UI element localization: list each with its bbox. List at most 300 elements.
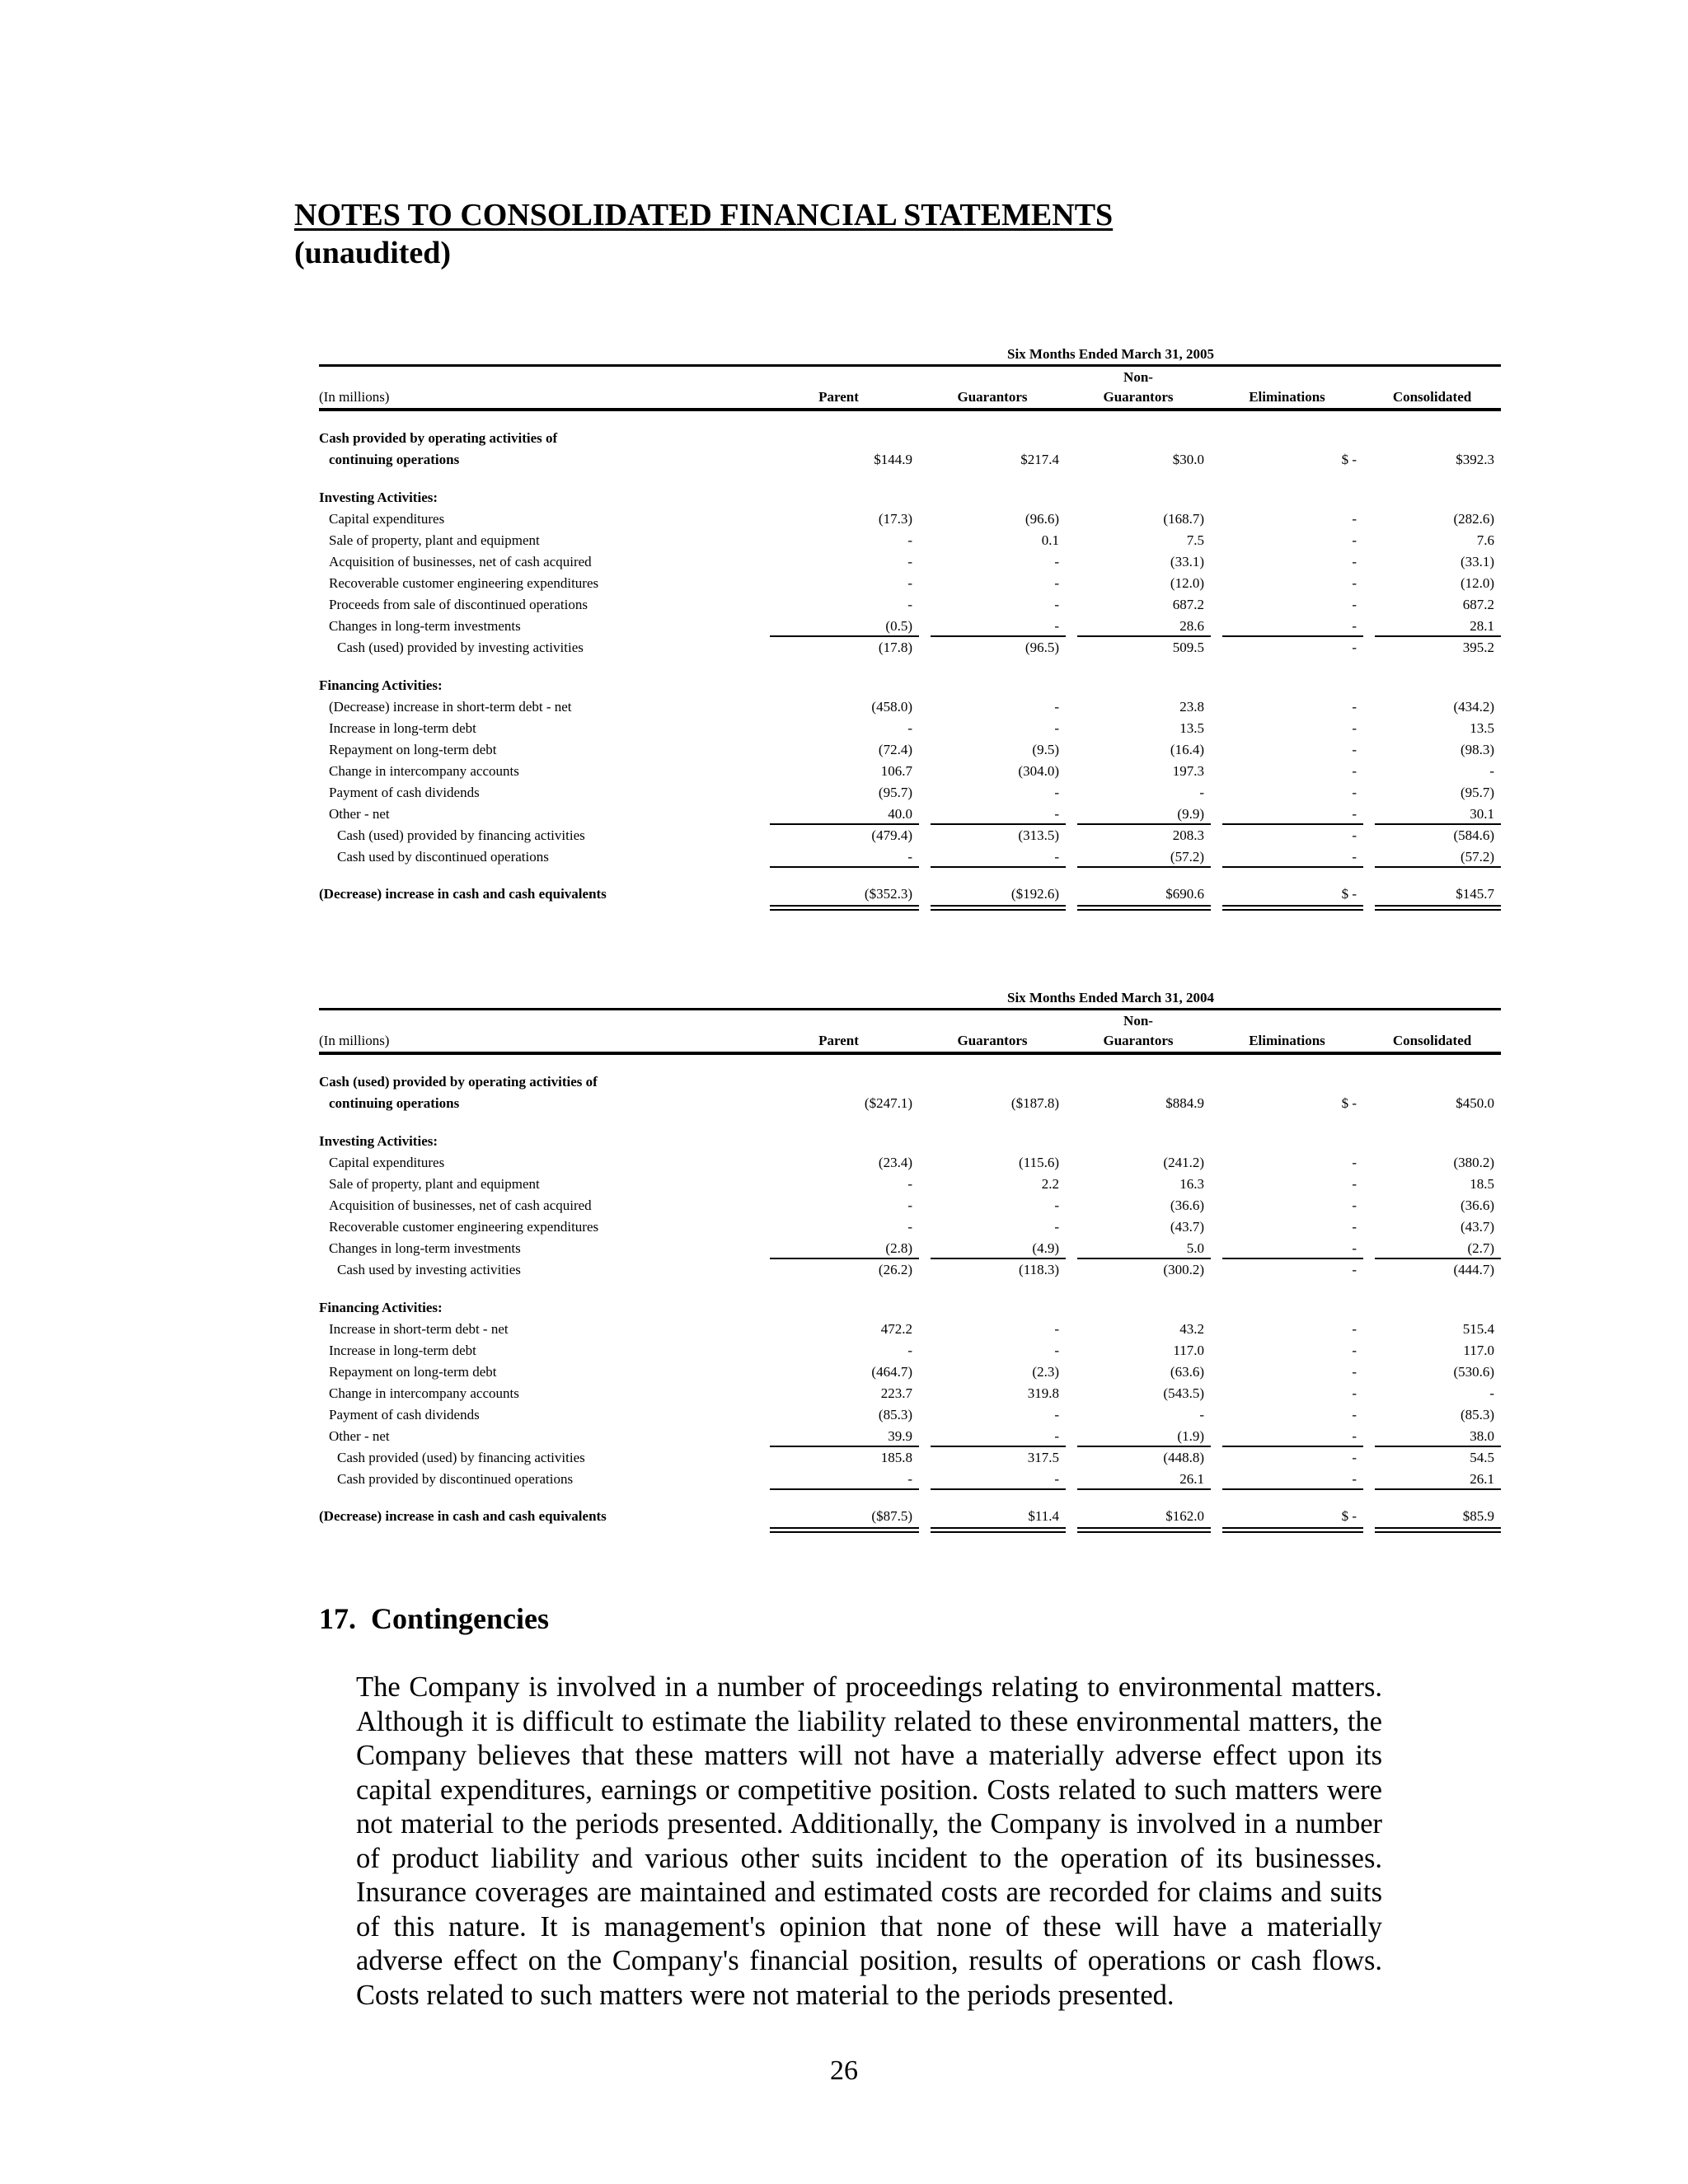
value-cell: (168.7) — [1163, 511, 1204, 527]
value-cell: - — [1489, 763, 1495, 779]
value-cell: - — [1352, 554, 1357, 569]
section-label: Financing Activities: — [319, 1300, 443, 1315]
value-cell: 23.8 — [1179, 699, 1204, 715]
spacer-cell — [319, 1053, 1501, 1071]
spacer-row — [319, 1114, 1501, 1131]
row-label: Increase in short-term debt - net — [329, 1321, 509, 1337]
row-label: Sale of property, plant and equipment — [329, 532, 540, 548]
value-cell: (23.4) — [878, 1155, 912, 1170]
cash-flow-table-2005 — [319, 344, 1501, 911]
value-cell: - — [907, 1197, 912, 1213]
value-cell: - — [1054, 785, 1059, 800]
table-row — [319, 1195, 1501, 1216]
value-cell: - — [1352, 1321, 1357, 1337]
row-label: Capital expenditures — [329, 511, 445, 527]
value-cell: 2.2 — [1041, 1176, 1059, 1192]
value-cell: (12.0) — [1170, 575, 1204, 591]
row-label: Acquisition of businesses, net of cash acquired — [329, 1197, 592, 1213]
empty-cell — [319, 1010, 758, 1031]
empty-cell — [1211, 1010, 1363, 1031]
value-cell: 687.2 — [1462, 597, 1495, 612]
empty-cell — [758, 1010, 919, 1031]
row-label: Cash (used) provided by financing activities — [337, 827, 585, 843]
value-cell: 54.5 — [1470, 1450, 1495, 1465]
table-row — [319, 1383, 1501, 1404]
spacer-cell — [319, 868, 1501, 884]
empty-cell — [1363, 366, 1501, 387]
value-cell: $144.9 — [874, 452, 912, 467]
value-cell: - — [1352, 1343, 1357, 1358]
financing-heading-row — [319, 1297, 1501, 1319]
value-cell: - — [1211, 616, 1363, 637]
value-cell: (282.6) — [1453, 511, 1495, 527]
value-cell: - — [1352, 1262, 1357, 1277]
operating-label: continuing operations — [329, 1095, 460, 1111]
value-cell: ($192.6) — [919, 884, 1066, 911]
value-cell: (16.4) — [1170, 742, 1204, 757]
row-label: (Decrease) increase in cash and cash equivalents — [319, 1508, 607, 1524]
value-cell: (43.7) — [1170, 1219, 1204, 1235]
value-cell: $217.4 — [1020, 452, 1059, 467]
value-cell: 117.0 — [1463, 1343, 1495, 1358]
value-cell: 185.8 — [880, 1450, 912, 1465]
row-label: Cash used by investing activities — [337, 1262, 521, 1277]
value-cell: - — [1352, 511, 1357, 527]
value-cell: (2.3) — [1032, 1364, 1059, 1380]
column-header-row — [319, 387, 1501, 410]
spacer-row — [319, 471, 1501, 487]
column-header: Eliminations — [1211, 387, 1363, 410]
value-cell: 395.2 — [1462, 640, 1495, 655]
value-cell: $162.0 — [1066, 1507, 1211, 1533]
financing-heading-row — [319, 675, 1501, 696]
operating-row-line2 — [319, 1093, 1501, 1114]
row-label: Payment of cash dividends — [329, 1407, 480, 1422]
spacer-cell — [319, 410, 1501, 428]
period-header-row — [319, 988, 1501, 1010]
row-label: (Decrease) increase in short-term debt - net — [329, 699, 572, 715]
column-header: Guarantors — [919, 387, 1066, 410]
value-cell: - — [919, 1426, 1066, 1447]
spacer-cell — [319, 1490, 1501, 1507]
value-cell: (33.1) — [1460, 554, 1495, 569]
value-cell: - — [1054, 597, 1059, 612]
value-cell: (98.3) — [1460, 742, 1495, 757]
value-cell: $ - — [1341, 452, 1357, 467]
row-label: Increase in long-term debt — [329, 720, 476, 736]
value-cell: - — [1352, 827, 1357, 843]
value-cell: $85.9 — [1363, 1507, 1501, 1533]
table-row — [319, 1361, 1501, 1383]
empty-cell — [758, 366, 919, 387]
value-cell: 13.5 — [1470, 720, 1495, 736]
value-cell: (96.5) — [1025, 640, 1059, 655]
table-row — [319, 739, 1501, 761]
empty-cell — [1363, 1010, 1501, 1031]
table-row — [319, 825, 1501, 846]
value-cell: - — [758, 846, 919, 868]
page-number: 26 — [830, 2055, 858, 2086]
table-row — [319, 594, 1501, 616]
value-cell: 515.4 — [1462, 1321, 1495, 1337]
value-cell: (304.0) — [1018, 763, 1059, 779]
value-cell: - — [907, 1219, 912, 1235]
table-row — [319, 1319, 1501, 1340]
value-cell: - — [1054, 720, 1059, 736]
value-cell: - — [907, 532, 912, 548]
value-cell: - — [1352, 1176, 1357, 1192]
value-cell: - — [1352, 1155, 1357, 1170]
value-cell: (36.6) — [1170, 1197, 1204, 1213]
operating-label: continuing operations — [329, 452, 460, 467]
table-row — [319, 1216, 1501, 1238]
value-cell: - — [1054, 1321, 1059, 1337]
value-cell: 26.1 — [1066, 1469, 1211, 1490]
row-label: Recoverable customer engineering expenditures — [329, 575, 599, 591]
value-cell: - — [907, 554, 912, 569]
value-cell: 39.9 — [758, 1426, 919, 1447]
value-cell: (57.2) — [1066, 846, 1211, 868]
investing-heading-row — [319, 1131, 1501, 1152]
section-label: Investing Activities: — [319, 490, 438, 505]
value-cell: (444.7) — [1453, 1262, 1495, 1277]
row-label: Proceeds from sale of discontinued operations — [329, 597, 588, 612]
value-cell: 0.1 — [1041, 532, 1059, 548]
value-cell: - — [919, 804, 1066, 825]
table-row — [319, 804, 1501, 825]
value-cell: (95.7) — [878, 785, 912, 800]
row-label: Acquisition of businesses, net of cash acquired — [329, 554, 592, 569]
value-cell: $884.9 — [1165, 1095, 1204, 1111]
value-cell: - — [907, 1176, 912, 1192]
value-cell: $ - — [1211, 884, 1363, 911]
table-row — [319, 573, 1501, 594]
value-cell: (300.2) — [1163, 1262, 1204, 1277]
value-cell: 687.2 — [1172, 597, 1204, 612]
column-header: Consolidated — [1363, 1030, 1501, 1053]
row-label: Repayment on long-term debt — [329, 742, 497, 757]
value-cell: $450.0 — [1456, 1095, 1495, 1111]
units-label: (In millions) — [319, 1030, 758, 1053]
value-cell: - — [1352, 1450, 1357, 1465]
cash-flow-table-2004 — [319, 988, 1501, 1533]
value-cell: - — [1489, 1385, 1495, 1401]
operating-row-line1 — [319, 1071, 1501, 1093]
period-header-row — [319, 344, 1501, 366]
units-label: (In millions) — [319, 387, 758, 410]
row-label: Recoverable customer engineering expenditures — [329, 1219, 599, 1235]
value-cell: - — [907, 1343, 912, 1358]
value-cell: - — [1352, 763, 1357, 779]
value-cell: - — [1054, 1343, 1059, 1358]
value-cell: - — [1054, 1219, 1059, 1235]
period-label: Six Months Ended March 31, 2005 — [319, 344, 1501, 366]
row-label: Cash used by discontinued operations — [337, 849, 549, 865]
value-cell: 7.5 — [1186, 532, 1204, 548]
table-row — [319, 696, 1501, 718]
value-cell: - — [1211, 1238, 1363, 1259]
value-cell: - — [1352, 785, 1357, 800]
value-cell: (0.5) — [758, 616, 919, 637]
table-row — [319, 616, 1501, 637]
empty-cell — [319, 366, 758, 387]
value-cell: - — [907, 597, 912, 612]
value-cell: 106.7 — [880, 763, 912, 779]
operating-row-line2 — [319, 449, 1501, 471]
value-cell: - — [1199, 1407, 1204, 1422]
value-cell: (95.7) — [1460, 785, 1495, 800]
value-cell: (584.6) — [1453, 827, 1495, 843]
value-cell: - — [919, 616, 1066, 637]
table-row — [319, 1340, 1501, 1361]
row-label: Other - net — [329, 806, 390, 822]
value-cell: - — [907, 575, 912, 591]
value-cell: - — [1054, 1407, 1059, 1422]
table-row — [319, 530, 1501, 551]
value-cell: 319.8 — [1027, 1385, 1059, 1401]
value-cell: 28.6 — [1066, 616, 1211, 637]
row-label: Change in intercompany accounts — [329, 763, 519, 779]
value-cell: (9.5) — [1032, 742, 1059, 757]
value-cell: (448.8) — [1163, 1450, 1204, 1465]
spacer-row — [319, 658, 1501, 675]
value-cell: 5.0 — [1066, 1238, 1211, 1259]
table-row — [319, 884, 1501, 911]
value-cell: 197.3 — [1172, 763, 1204, 779]
row-label: Capital expenditures — [329, 1155, 445, 1170]
value-cell: (543.5) — [1163, 1385, 1204, 1401]
section-label: Investing Activities: — [319, 1133, 438, 1149]
row-label: Repayment on long-term debt — [329, 1364, 497, 1380]
table-row — [319, 846, 1501, 868]
table-row — [319, 1447, 1501, 1469]
value-cell: (9.9) — [1066, 804, 1211, 825]
value-cell: (96.6) — [1025, 511, 1059, 527]
value-cell: ($187.8) — [1010, 1095, 1059, 1111]
table-row — [319, 718, 1501, 739]
value-cell: (1.9) — [1066, 1426, 1211, 1447]
table-row — [319, 551, 1501, 573]
value-cell: ($247.1) — [864, 1095, 912, 1111]
value-cell: (33.1) — [1170, 554, 1204, 569]
value-cell: (72.4) — [878, 742, 912, 757]
row-label: Sale of property, plant and equipment — [329, 1176, 540, 1192]
section-title: Contingencies — [371, 1602, 549, 1635]
value-cell: 30.1 — [1363, 804, 1501, 825]
value-cell: - — [1352, 699, 1357, 715]
value-cell: 26.1 — [1363, 1469, 1501, 1490]
table-row — [319, 1426, 1501, 1447]
value-cell: $30.0 — [1172, 452, 1204, 467]
row-label: Increase in long-term debt — [329, 1343, 476, 1358]
value-cell: (458.0) — [871, 699, 912, 715]
value-cell: (12.0) — [1460, 575, 1495, 591]
spacer-row — [319, 1053, 1501, 1071]
empty-cell — [919, 366, 1066, 387]
value-cell: (17.3) — [878, 511, 912, 527]
value-cell: - — [1352, 1385, 1357, 1401]
value-cell: (2.8) — [758, 1238, 919, 1259]
spacer-cell — [319, 658, 1501, 675]
value-cell: (380.2) — [1453, 1155, 1495, 1170]
value-cell: (530.6) — [1453, 1364, 1495, 1380]
value-cell: - — [1054, 1197, 1059, 1213]
non-prefix-row — [319, 366, 1501, 387]
value-cell: - — [1352, 575, 1357, 591]
column-header: Guarantors — [919, 1030, 1066, 1053]
row-label: Payment of cash dividends — [329, 785, 480, 800]
value-cell: 13.5 — [1179, 720, 1204, 736]
value-cell: (313.5) — [1018, 827, 1059, 843]
value-cell: ($87.5) — [758, 1507, 919, 1533]
section-number: 17. — [319, 1602, 356, 1635]
table-row — [319, 509, 1501, 530]
value-cell: - — [919, 1469, 1066, 1490]
value-cell: 28.1 — [1363, 616, 1501, 637]
row-label: (Decrease) increase in cash and cash equivalents — [319, 886, 607, 902]
value-cell: - — [1211, 804, 1363, 825]
value-cell: (118.3) — [1019, 1262, 1059, 1277]
table-row — [319, 782, 1501, 804]
value-cell: 38.0 — [1363, 1426, 1501, 1447]
row-label: Changes in long-term investments — [329, 1240, 521, 1256]
value-cell: 18.5 — [1470, 1176, 1495, 1192]
value-cell: (2.7) — [1363, 1238, 1501, 1259]
empty-cell — [919, 1010, 1066, 1031]
value-cell: 117.0 — [1173, 1343, 1204, 1358]
table-row — [319, 1259, 1501, 1281]
value-cell: - — [1352, 742, 1357, 757]
value-cell: - — [1211, 1426, 1363, 1447]
spacer-row — [319, 1490, 1501, 1507]
spacer-row — [319, 868, 1501, 884]
non-prefix-label: Non- — [1123, 369, 1153, 385]
value-cell: (479.4) — [871, 827, 912, 843]
row-label: Changes in long-term investments — [329, 618, 521, 634]
value-cell: - — [1352, 1407, 1357, 1422]
value-cell: 472.2 — [880, 1321, 912, 1337]
value-cell: - — [1352, 640, 1357, 655]
column-header-row — [319, 1030, 1501, 1053]
value-cell: $145.7 — [1363, 884, 1501, 911]
value-cell: - — [919, 846, 1066, 868]
table-row — [319, 1174, 1501, 1195]
column-header: Parent — [758, 1030, 919, 1053]
value-cell: (434.2) — [1453, 699, 1495, 715]
value-cell: 509.5 — [1172, 640, 1204, 655]
non-prefix-row — [319, 1010, 1501, 1031]
value-cell: 7.6 — [1476, 532, 1495, 548]
value-cell: - — [1211, 1469, 1363, 1490]
column-header: Eliminations — [1211, 1030, 1363, 1053]
table-row — [319, 1469, 1501, 1490]
value-cell: (115.6) — [1019, 1155, 1059, 1170]
spacer-cell — [319, 471, 1501, 487]
value-cell: - — [1352, 1219, 1357, 1235]
value-cell: $ - — [1211, 1507, 1363, 1533]
value-cell: (464.7) — [871, 1364, 912, 1380]
row-label: Cash provided (used) by financing activities — [337, 1450, 585, 1465]
value-cell: - — [1211, 846, 1363, 868]
table-row — [319, 761, 1501, 782]
value-cell: 16.3 — [1179, 1176, 1204, 1192]
row-label: Cash provided by discontinued operations — [337, 1471, 574, 1487]
value-cell: - — [1054, 699, 1059, 715]
value-cell: $392.3 — [1456, 452, 1495, 467]
operating-label: Cash provided by operating activities of — [319, 430, 558, 446]
table-row — [319, 637, 1501, 658]
value-cell: - — [1054, 554, 1059, 569]
spacer-row — [319, 410, 1501, 428]
value-cell: - — [1352, 597, 1357, 612]
table-row — [319, 1507, 1501, 1533]
value-cell: (43.7) — [1460, 1219, 1495, 1235]
value-cell: 223.7 — [880, 1385, 912, 1401]
value-cell: 317.5 — [1027, 1450, 1059, 1465]
spacer-cell — [319, 1281, 1501, 1297]
page-title — [294, 196, 1113, 272]
value-cell: - — [1352, 532, 1357, 548]
value-cell: (63.6) — [1170, 1364, 1204, 1380]
value-cell: - — [1352, 1364, 1357, 1380]
value-cell: $ - — [1341, 1095, 1357, 1111]
table-row — [319, 1404, 1501, 1426]
column-header: Parent — [758, 387, 919, 410]
table-row — [319, 1238, 1501, 1259]
investing-heading-row — [319, 487, 1501, 509]
value-cell: - — [1352, 1197, 1357, 1213]
row-label: Change in intercompany accounts — [329, 1385, 519, 1401]
value-cell: $690.6 — [1066, 884, 1211, 911]
value-cell: - — [758, 1469, 919, 1490]
value-cell: - — [1352, 720, 1357, 736]
value-cell: (57.2) — [1363, 846, 1501, 868]
spacer-row — [319, 1281, 1501, 1297]
non-prefix-label: Non- — [1123, 1013, 1153, 1029]
column-header: Consolidated — [1363, 387, 1501, 410]
value-cell: ($352.3) — [758, 884, 919, 911]
period-label: Six Months Ended March 31, 2004 — [319, 988, 1501, 1010]
value-cell: (85.3) — [1460, 1407, 1495, 1422]
row-label: Other - net — [329, 1428, 390, 1444]
operating-row-line1 — [319, 428, 1501, 449]
table-row — [319, 1152, 1501, 1174]
value-cell: (4.9) — [919, 1238, 1066, 1259]
value-cell: 40.0 — [758, 804, 919, 825]
value-cell: (36.6) — [1460, 1197, 1495, 1213]
spacer-cell — [319, 1114, 1501, 1131]
section-label: Financing Activities: — [319, 677, 443, 693]
value-cell: (17.8) — [878, 640, 912, 655]
value-cell: 208.3 — [1172, 827, 1204, 843]
row-label: Cash (used) provided by investing activities — [337, 640, 584, 655]
value-cell: (85.3) — [878, 1407, 912, 1422]
value-cell: (241.2) — [1163, 1155, 1204, 1170]
value-cell: - — [1199, 785, 1204, 800]
value-cell: - — [1054, 575, 1059, 591]
operating-label: Cash (used) provided by operating activities of — [319, 1074, 598, 1090]
value-cell: $11.4 — [919, 1507, 1066, 1533]
contingencies-paragraph: The Company is involved in a number of proceedings relating to environmental matters. Although it is difficult to estimate the liability related to these environmental matters, the Company believes that these matters will not have a materially adverse effect upon its capital expenditures, earnings or competitive position. Costs related to such matters were not material to the periods presented. Additionally, the Company is involved in a number of product liability and various other suits incident to the operation of its businesses. Insurance coverages are maintained and estimated costs are recorded for claims and suits of this nature. It is management's opinion that none of these will have a materially adverse effect on the Company's financial position, results of operations or cash flows. Costs related to such matters were not material to the periods presented. — [356, 1671, 1382, 2011]
value-cell: - — [907, 720, 912, 736]
empty-cell — [1211, 366, 1363, 387]
page-title-main: NOTES TO CONSOLIDATED FINANCIAL STATEMENTS — [294, 198, 1114, 232]
value-cell: (26.2) — [878, 1262, 912, 1277]
column-header: Guarantors — [1066, 387, 1211, 410]
section-heading — [319, 1601, 549, 1637]
page-subtitle: (unaudited) — [294, 236, 452, 270]
column-header: Guarantors — [1066, 1030, 1211, 1053]
